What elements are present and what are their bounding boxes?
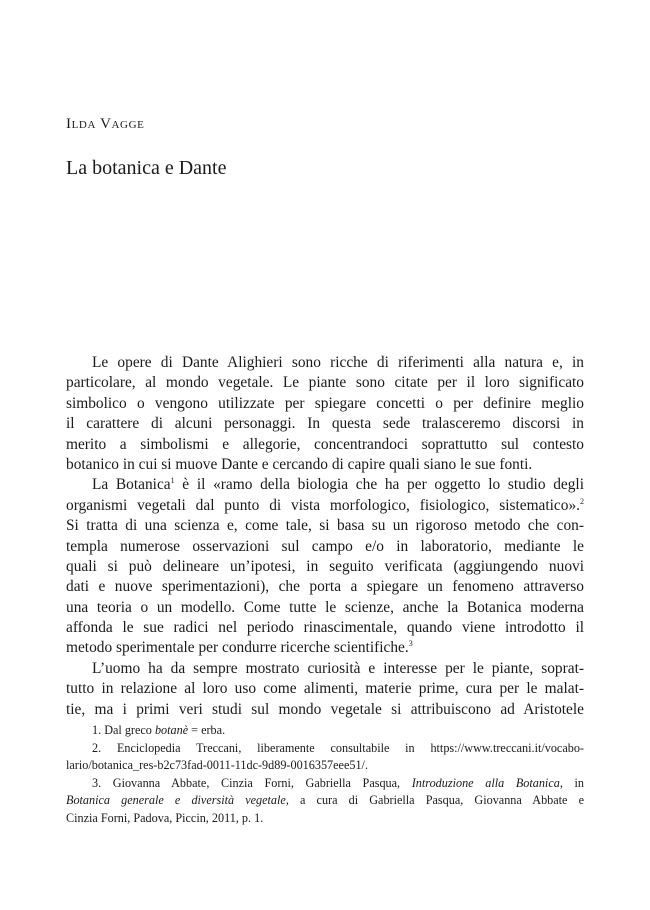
body-line: particolare, al mondo vegetale. Le piante sono citate per il loro significato: [66, 374, 584, 392]
footnote-3-line: Cinzia Forni, Padova, Piccin, 2011, p. 1.: [66, 810, 264, 825]
footnote-italic: Botanica generale e diversità vegetale,: [66, 793, 289, 808]
body-line: [66, 638, 584, 658]
footnote-text: 1. Dal greco: [92, 723, 155, 737]
body-line: Le opere di Dante Alighieri sono ricche di riferimenti alla natura e, in: [92, 354, 584, 371]
footnote-text: a cura di Gabriella Pasqua, Giovanna Abbate e: [288, 793, 585, 808]
footnote-2-line: 2. Enciclopedia Treccani, liberamente consultabile in https://www.treccani.it/vocabo-: [92, 740, 584, 755]
footnote-ref-2: 2: [580, 496, 584, 506]
body-line: merito a simbolismi e allegorie, concentrandoci soprattutto sul contesto: [66, 435, 584, 453]
body-line: tutto in relazione al loro uso come alimenti, materie prime, cura per le malat-: [66, 680, 584, 698]
chapter-title: La botanica e Dante: [66, 157, 227, 179]
footnote-italic: botanè: [154, 723, 189, 737]
footnote-ref-3: 3: [408, 639, 413, 649]
body-line: quali si può delineare un’ipotesi, in seguito verificata (aggiungendo nuovi: [66, 557, 584, 575]
footnotes: [66, 722, 584, 828]
body-line: dati e nuove sperimentazioni), che porta a spiegare un fenomeno attraverso: [66, 578, 584, 596]
body-line: il carattere di alcuni personaggi. In questa sede tralasceremo discorsi in: [66, 415, 584, 433]
footnote-3-line: [66, 792, 584, 810]
body-text-run: è il «ramo della biologia che ha per oggetto lo studio degli: [174, 476, 584, 494]
body-line: affonda le sue radici nel periodo rinascimentale, quando viene introdotto il: [66, 619, 584, 637]
body-text-run: metodo sperimentale per condurre ricerche scientifiche.: [66, 639, 409, 657]
body-line: L’uomo ha da sempre mostrato curiosità e interesse per le piante, soprat-: [92, 659, 584, 677]
footnote-text: = erba.: [188, 723, 226, 737]
footnote-text: , in: [559, 775, 584, 790]
footnote-italic: Introduzione alla Botanica: [411, 775, 560, 790]
body-line: botanico in cui si muove Dante e cercando di capire quali siano le sue fonti.: [66, 455, 533, 473]
body-text-run: organismi vegetali dal punto di vista morfologico, fisiologico, sistematico».: [66, 496, 580, 514]
footnote-text: 3. Giovanna Abbate, Cinzia Forni, Gabriella Pasqua,: [92, 775, 412, 790]
footnote-2-line: lario/botanica_res-b2c73fad-0011-11dc-9d89-0016357eee51/.: [66, 758, 368, 773]
footnote-ref-1: 1: [170, 476, 175, 486]
footnote-3-line: [66, 775, 584, 793]
body-line: templa numerose osservazioni sul campo e/o in laboratorio, mediante le: [66, 537, 584, 555]
body-line: [66, 475, 584, 495]
body-line: tie, ma i primi veri studi sul mondo vegetale si attribuiscono ad Aristotele: [66, 700, 584, 718]
body-line: [66, 496, 584, 516]
body-line: simbolico o vengono utilizzate per spiegare concetti o per definire meglio: [66, 394, 584, 412]
body-text-run: La Botanica: [92, 476, 171, 494]
footnote-1: [66, 722, 584, 740]
body-line: una teoria o un modello. Come tutte le scienze, anche la Botanica moderna: [66, 598, 584, 616]
body-text: [66, 353, 584, 720]
chapter-author: Ilda Vagge: [66, 116, 145, 132]
body-line: Si tratta di una scienza e, come tale, si basa su un rigoroso metodo che con-: [66, 517, 584, 535]
